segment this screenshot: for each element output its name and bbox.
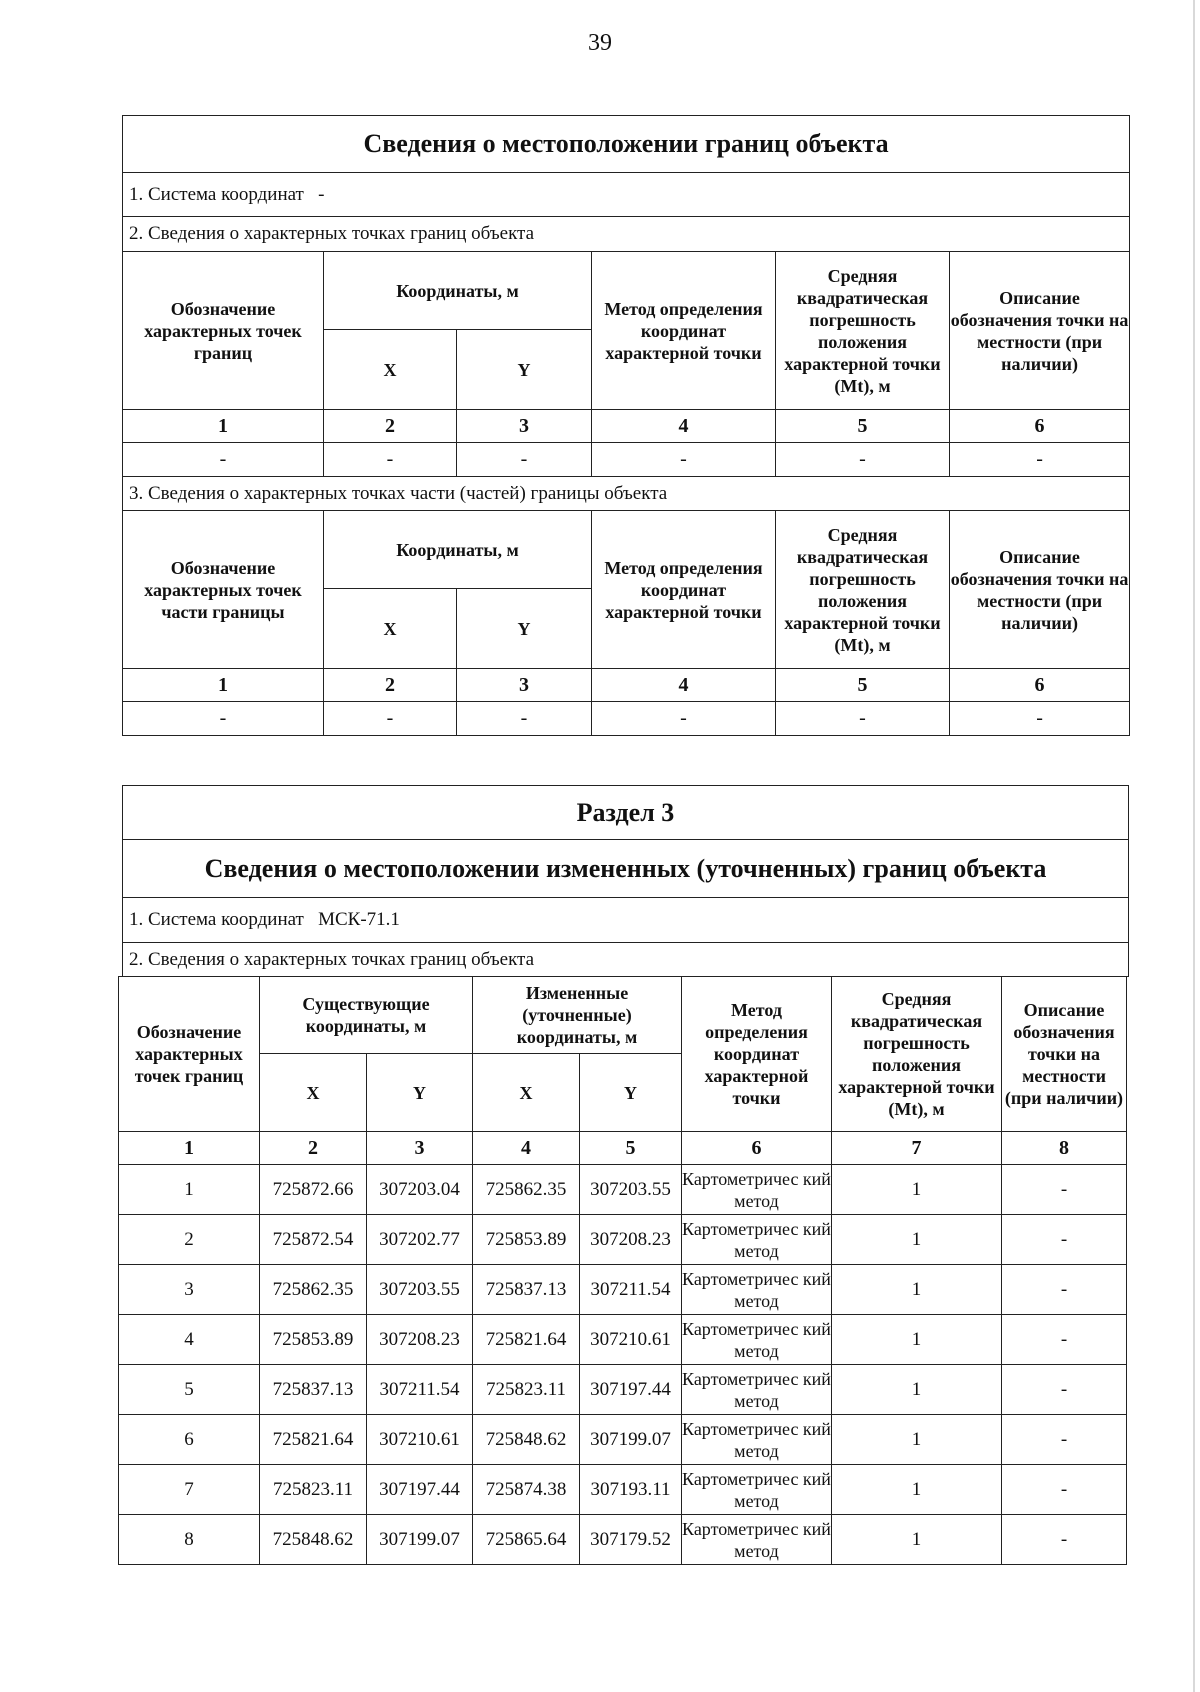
- table-cell: 307211.54: [580, 1265, 682, 1315]
- column-number: 1: [123, 410, 324, 443]
- column-number: 1: [123, 669, 324, 702]
- header-accuracy: Средняя квадратическая погрешность положения характерной точки (Mt), м: [776, 511, 950, 669]
- column-number: 2: [260, 1132, 367, 1165]
- table-cell: 2: [119, 1215, 260, 1265]
- column-number: 3: [457, 669, 592, 702]
- table-cell: -: [324, 702, 457, 736]
- column-number: 3: [457, 410, 592, 443]
- header-changed-coordinates: Измененные (уточненные) координаты, м: [473, 977, 682, 1054]
- coord-system-row: [123, 173, 1130, 217]
- table-cell: 725862.35: [473, 1165, 580, 1215]
- table-cell: Картометричес кий метод: [682, 1365, 832, 1415]
- table-cell: Картометричес кий метод: [682, 1415, 832, 1465]
- table-cell: -: [1002, 1415, 1127, 1465]
- table-cell: -: [1002, 1515, 1127, 1565]
- column-number: 4: [473, 1132, 580, 1165]
- table-cell: 307208.23: [367, 1315, 473, 1365]
- table-cell: 7: [119, 1465, 260, 1515]
- table-cell: 1: [832, 1165, 1002, 1215]
- table-cell: 725837.13: [260, 1365, 367, 1415]
- header-designation-parts: Обозначение характерных точек части границы: [123, 511, 324, 669]
- table-cell: 6: [119, 1415, 260, 1465]
- table-cell: 307193.11: [580, 1465, 682, 1515]
- table-cell: Картометричес кий метод: [682, 1165, 832, 1215]
- table-cell: -: [123, 443, 324, 477]
- table-cell: 307199.07: [367, 1515, 473, 1565]
- section-3-table: [122, 785, 1129, 977]
- table-cell: 725848.62: [473, 1415, 580, 1465]
- table-cell: 1: [119, 1165, 260, 1215]
- header-method: Метод определения координат характерной точки: [592, 252, 776, 410]
- table-cell: 725862.35: [260, 1265, 367, 1315]
- header-coordinates: Координаты, м: [324, 511, 592, 589]
- header-y: Y: [457, 589, 592, 669]
- table-cell: 307210.61: [580, 1315, 682, 1365]
- table-cell: Картометричес кий метод: [682, 1215, 832, 1265]
- table-cell: 4: [119, 1315, 260, 1365]
- changed-points-table: [118, 976, 1127, 1565]
- table-cell: 307208.23: [580, 1215, 682, 1265]
- table-cell: 725872.54: [260, 1215, 367, 1265]
- table-cell: 1: [832, 1315, 1002, 1365]
- table-cell: 307203.04: [367, 1165, 473, 1215]
- section-label: Раздел 3: [123, 786, 1129, 840]
- header-description: Описание обозначения точки на местности (при наличии): [1002, 977, 1127, 1132]
- table-row: [119, 1165, 1127, 1215]
- column-number: 3: [367, 1132, 473, 1165]
- header-accuracy: Средняя квадратическая погрешность положения характерной точки (Mt), м: [832, 977, 1002, 1132]
- table-cell: 725874.38: [473, 1465, 580, 1515]
- table-cell: -: [457, 443, 592, 477]
- table-cell: -: [1002, 1165, 1127, 1215]
- header-y: Y: [367, 1054, 473, 1132]
- header-description: Описание обозначения точки на местности (при наличии): [950, 252, 1130, 410]
- section-title: Сведения о местоположении границ объекта: [123, 116, 1130, 173]
- table-cell: 725853.89: [473, 1215, 580, 1265]
- header-coordinates: Координаты, м: [324, 252, 592, 330]
- table-cell: 307197.44: [580, 1365, 682, 1415]
- header-description: Описание обозначения точки на местности (при наличии): [950, 511, 1130, 669]
- points-body: [119, 1165, 1127, 1565]
- table-cell: -: [1002, 1465, 1127, 1515]
- header-designation: Обозначение характерных точек границ: [119, 977, 260, 1132]
- coord-system-value: -: [318, 183, 325, 205]
- table-cell: 1: [832, 1415, 1002, 1465]
- table-cell: Картометричес кий метод: [682, 1515, 832, 1565]
- table-cell: 725823.11: [260, 1465, 367, 1515]
- table-cell: -: [1002, 1365, 1127, 1415]
- table-cell: 725821.64: [260, 1415, 367, 1465]
- column-number: 8: [1002, 1132, 1127, 1165]
- points-title: 2. Сведения о характерных точках границ объекта: [123, 943, 1129, 977]
- table-cell: -: [1002, 1265, 1127, 1315]
- table-cell: -: [776, 443, 950, 477]
- column-number: 6: [950, 410, 1130, 443]
- table-cell: 725823.11: [473, 1365, 580, 1415]
- table-cell: -: [592, 443, 776, 477]
- column-number: 4: [592, 410, 776, 443]
- table-cell: 307179.52: [580, 1515, 682, 1565]
- column-number: 2: [324, 669, 457, 702]
- table-cell: -: [776, 702, 950, 736]
- table-cell: -: [1002, 1315, 1127, 1365]
- coord-system-row: [123, 898, 1129, 943]
- header-x: X: [260, 1054, 367, 1132]
- table-cell: Картометричес кий метод: [682, 1265, 832, 1315]
- table-cell: 725872.66: [260, 1165, 367, 1215]
- column-number: 5: [580, 1132, 682, 1165]
- header-method: Метод определения координат характерной точки: [682, 977, 832, 1132]
- table-row: [119, 1315, 1127, 1365]
- table-cell: 307210.61: [367, 1415, 473, 1465]
- column-number: 5: [776, 410, 950, 443]
- table-cell: 307199.07: [580, 1415, 682, 1465]
- table-cell: 1: [832, 1365, 1002, 1415]
- table-cell: 3: [119, 1265, 260, 1315]
- column-number: 5: [776, 669, 950, 702]
- table-cell: 1: [832, 1465, 1002, 1515]
- table-cell: 725848.62: [260, 1515, 367, 1565]
- header-method: Метод определения координат характерной точки: [592, 511, 776, 669]
- coord-system-value: МСК-71.1: [318, 909, 400, 930]
- table-cell: 5: [119, 1365, 260, 1415]
- header-accuracy: Средняя квадратическая погрешность положения характерной точки (Mt), м: [776, 252, 950, 410]
- table-cell: 307202.77: [367, 1215, 473, 1265]
- table-cell: 1: [832, 1515, 1002, 1565]
- table-cell: -: [1002, 1215, 1127, 1265]
- column-number: 4: [592, 669, 776, 702]
- table-cell: -: [950, 702, 1130, 736]
- points-title: 2. Сведения о характерных точках границ объекта: [123, 217, 1130, 252]
- table-cell: -: [950, 443, 1130, 477]
- column-number: 6: [950, 669, 1130, 702]
- table-cell: 725865.64: [473, 1515, 580, 1565]
- table-cell: -: [123, 702, 324, 736]
- table-cell: 307203.55: [580, 1165, 682, 1215]
- header-y: Y: [580, 1054, 682, 1132]
- table-cell: Картометричес кий метод: [682, 1465, 832, 1515]
- header-existing-coordinates: Существующие координаты, м: [260, 977, 473, 1054]
- coord-system-label: 1. Система координат: [129, 183, 304, 205]
- table-cell: Картометричес кий метод: [682, 1315, 832, 1365]
- table-cell: 725821.64: [473, 1315, 580, 1365]
- header-x: X: [324, 330, 457, 410]
- table-cell: 725853.89: [260, 1315, 367, 1365]
- table-cell: -: [457, 702, 592, 736]
- table-cell: 1: [832, 1265, 1002, 1315]
- table-row: [119, 1415, 1127, 1465]
- coord-system-label: 1. Система координат: [129, 909, 304, 930]
- column-number: 7: [832, 1132, 1002, 1165]
- header-x: X: [473, 1054, 580, 1132]
- column-number: 1: [119, 1132, 260, 1165]
- table-cell: 307203.55: [367, 1265, 473, 1315]
- column-number: 2: [324, 410, 457, 443]
- table-cell: -: [324, 443, 457, 477]
- table-row: [119, 1365, 1127, 1415]
- table-cell: -: [592, 702, 776, 736]
- header-x: X: [324, 589, 457, 669]
- table-row: [119, 1265, 1127, 1315]
- table-row: [119, 1215, 1127, 1265]
- table-cell: 1: [832, 1215, 1002, 1265]
- section-title: Сведения о местоположении измененных (уточненных) границ объекта: [123, 840, 1129, 898]
- page-number: 39: [588, 30, 612, 56]
- table-cell: 307197.44: [367, 1465, 473, 1515]
- table-row: [119, 1465, 1127, 1515]
- table-row: [119, 1515, 1127, 1565]
- parts-title: 3. Сведения о характерных точках части (частей) границы объекта: [123, 477, 1130, 511]
- table-cell: 725837.13: [473, 1265, 580, 1315]
- header-y: Y: [457, 330, 592, 410]
- table-cell: 8: [119, 1515, 260, 1565]
- table-cell: 307211.54: [367, 1365, 473, 1415]
- column-number: 6: [682, 1132, 832, 1165]
- header-designation: Обозначение характерных точек границ: [123, 252, 324, 410]
- boundary-location-table: [122, 115, 1130, 736]
